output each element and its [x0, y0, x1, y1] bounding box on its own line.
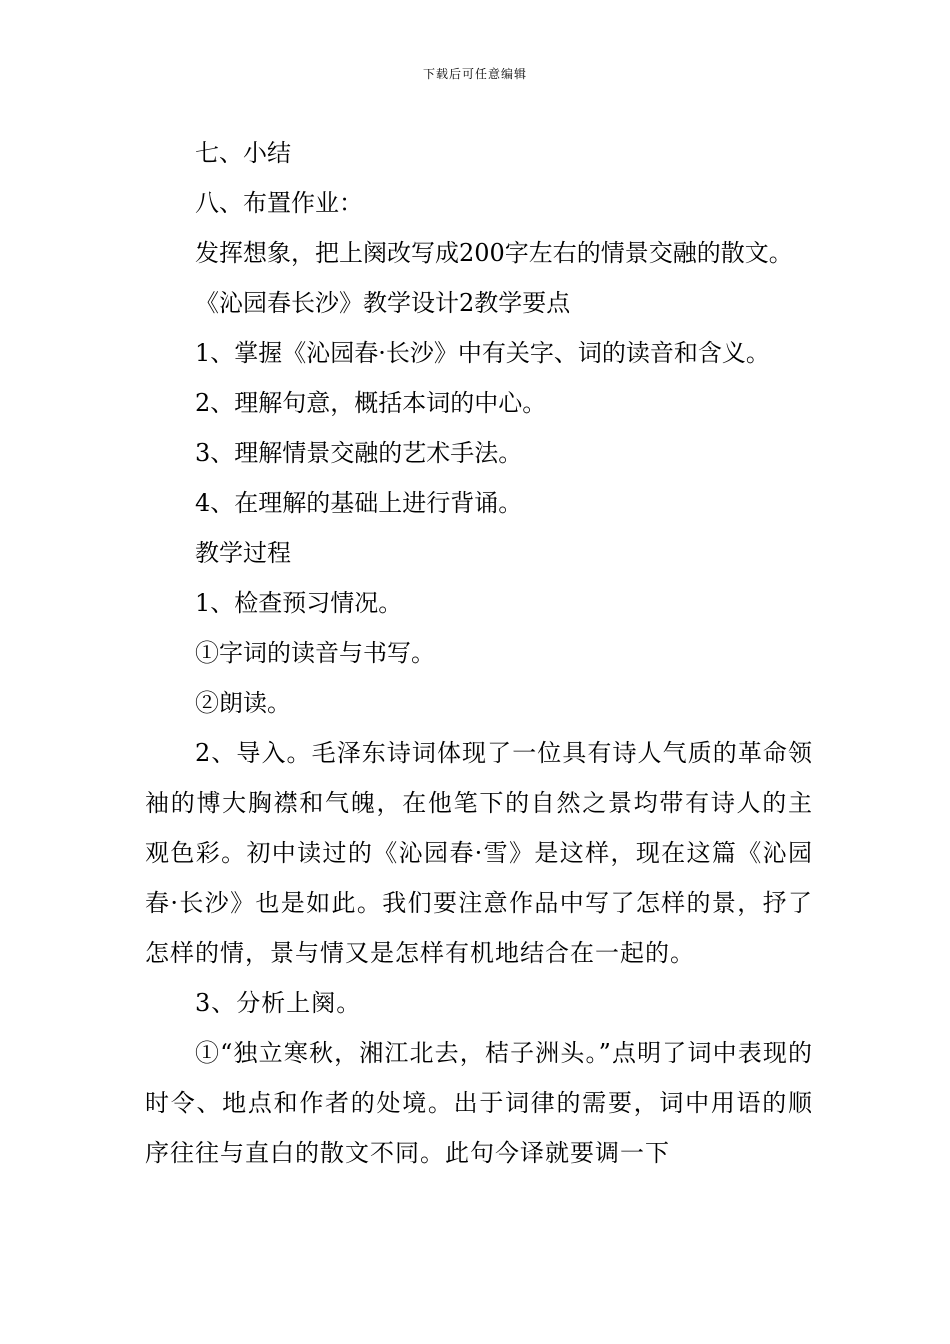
key-point-1: 1、掌握《沁园春·长沙》中有关字、词的读音和含义。: [195, 339, 770, 367]
process-substep-2: ②朗读。: [195, 689, 291, 717]
section-heading-summary: 七、小结: [195, 139, 291, 167]
paragraph-introduction: 2、导入。毛泽东诗词体现了一位具有诗人气质的革命领袖的博大胸襟和气魄，在他笔下的自然之景均带有诗人的主观色彩。初中读过的《沁园春·雪》是这样，现在这篇《沁园春·长沙》也是如此。我们要注意作品中写了怎样的景，抒了怎样的情，景与情又是怎样有机地结合在一起的。: [145, 739, 813, 967]
document-body: [145, 128, 813, 1178]
process-heading: 教学过程: [195, 539, 291, 567]
paragraph-analysis-1: ①“独立寒秋，湘江北去，桔子洲头。”点明了词中表现的时令、地点和作者的处境。出于词律的需要，词中用语的顺序往往与直白的散文不同。此句今译就要调一下: [145, 1039, 813, 1167]
section-heading-homework: 八、布置作业：: [195, 189, 363, 217]
paragraph-analysis-heading: 3、分析上阕。: [195, 989, 362, 1017]
homework-text: 发挥想象，把上阕改写成200字左右的情景交融的散文。: [195, 239, 793, 267]
process-substep-1: ①字词的读音与书写。: [195, 639, 435, 667]
design-title: 《沁园春长沙》教学设计2教学要点: [195, 289, 571, 317]
key-point-4: 4、在理解的基础上进行背诵。: [195, 489, 523, 517]
key-point-2: 2、理解句意，概括本词的中心。: [195, 389, 547, 417]
page-header: 下载后可任意编辑: [422, 67, 527, 81]
key-point-3: 3、理解情景交融的艺术手法。: [195, 439, 523, 467]
process-step-1: 1、检查预习情况。: [195, 589, 403, 617]
